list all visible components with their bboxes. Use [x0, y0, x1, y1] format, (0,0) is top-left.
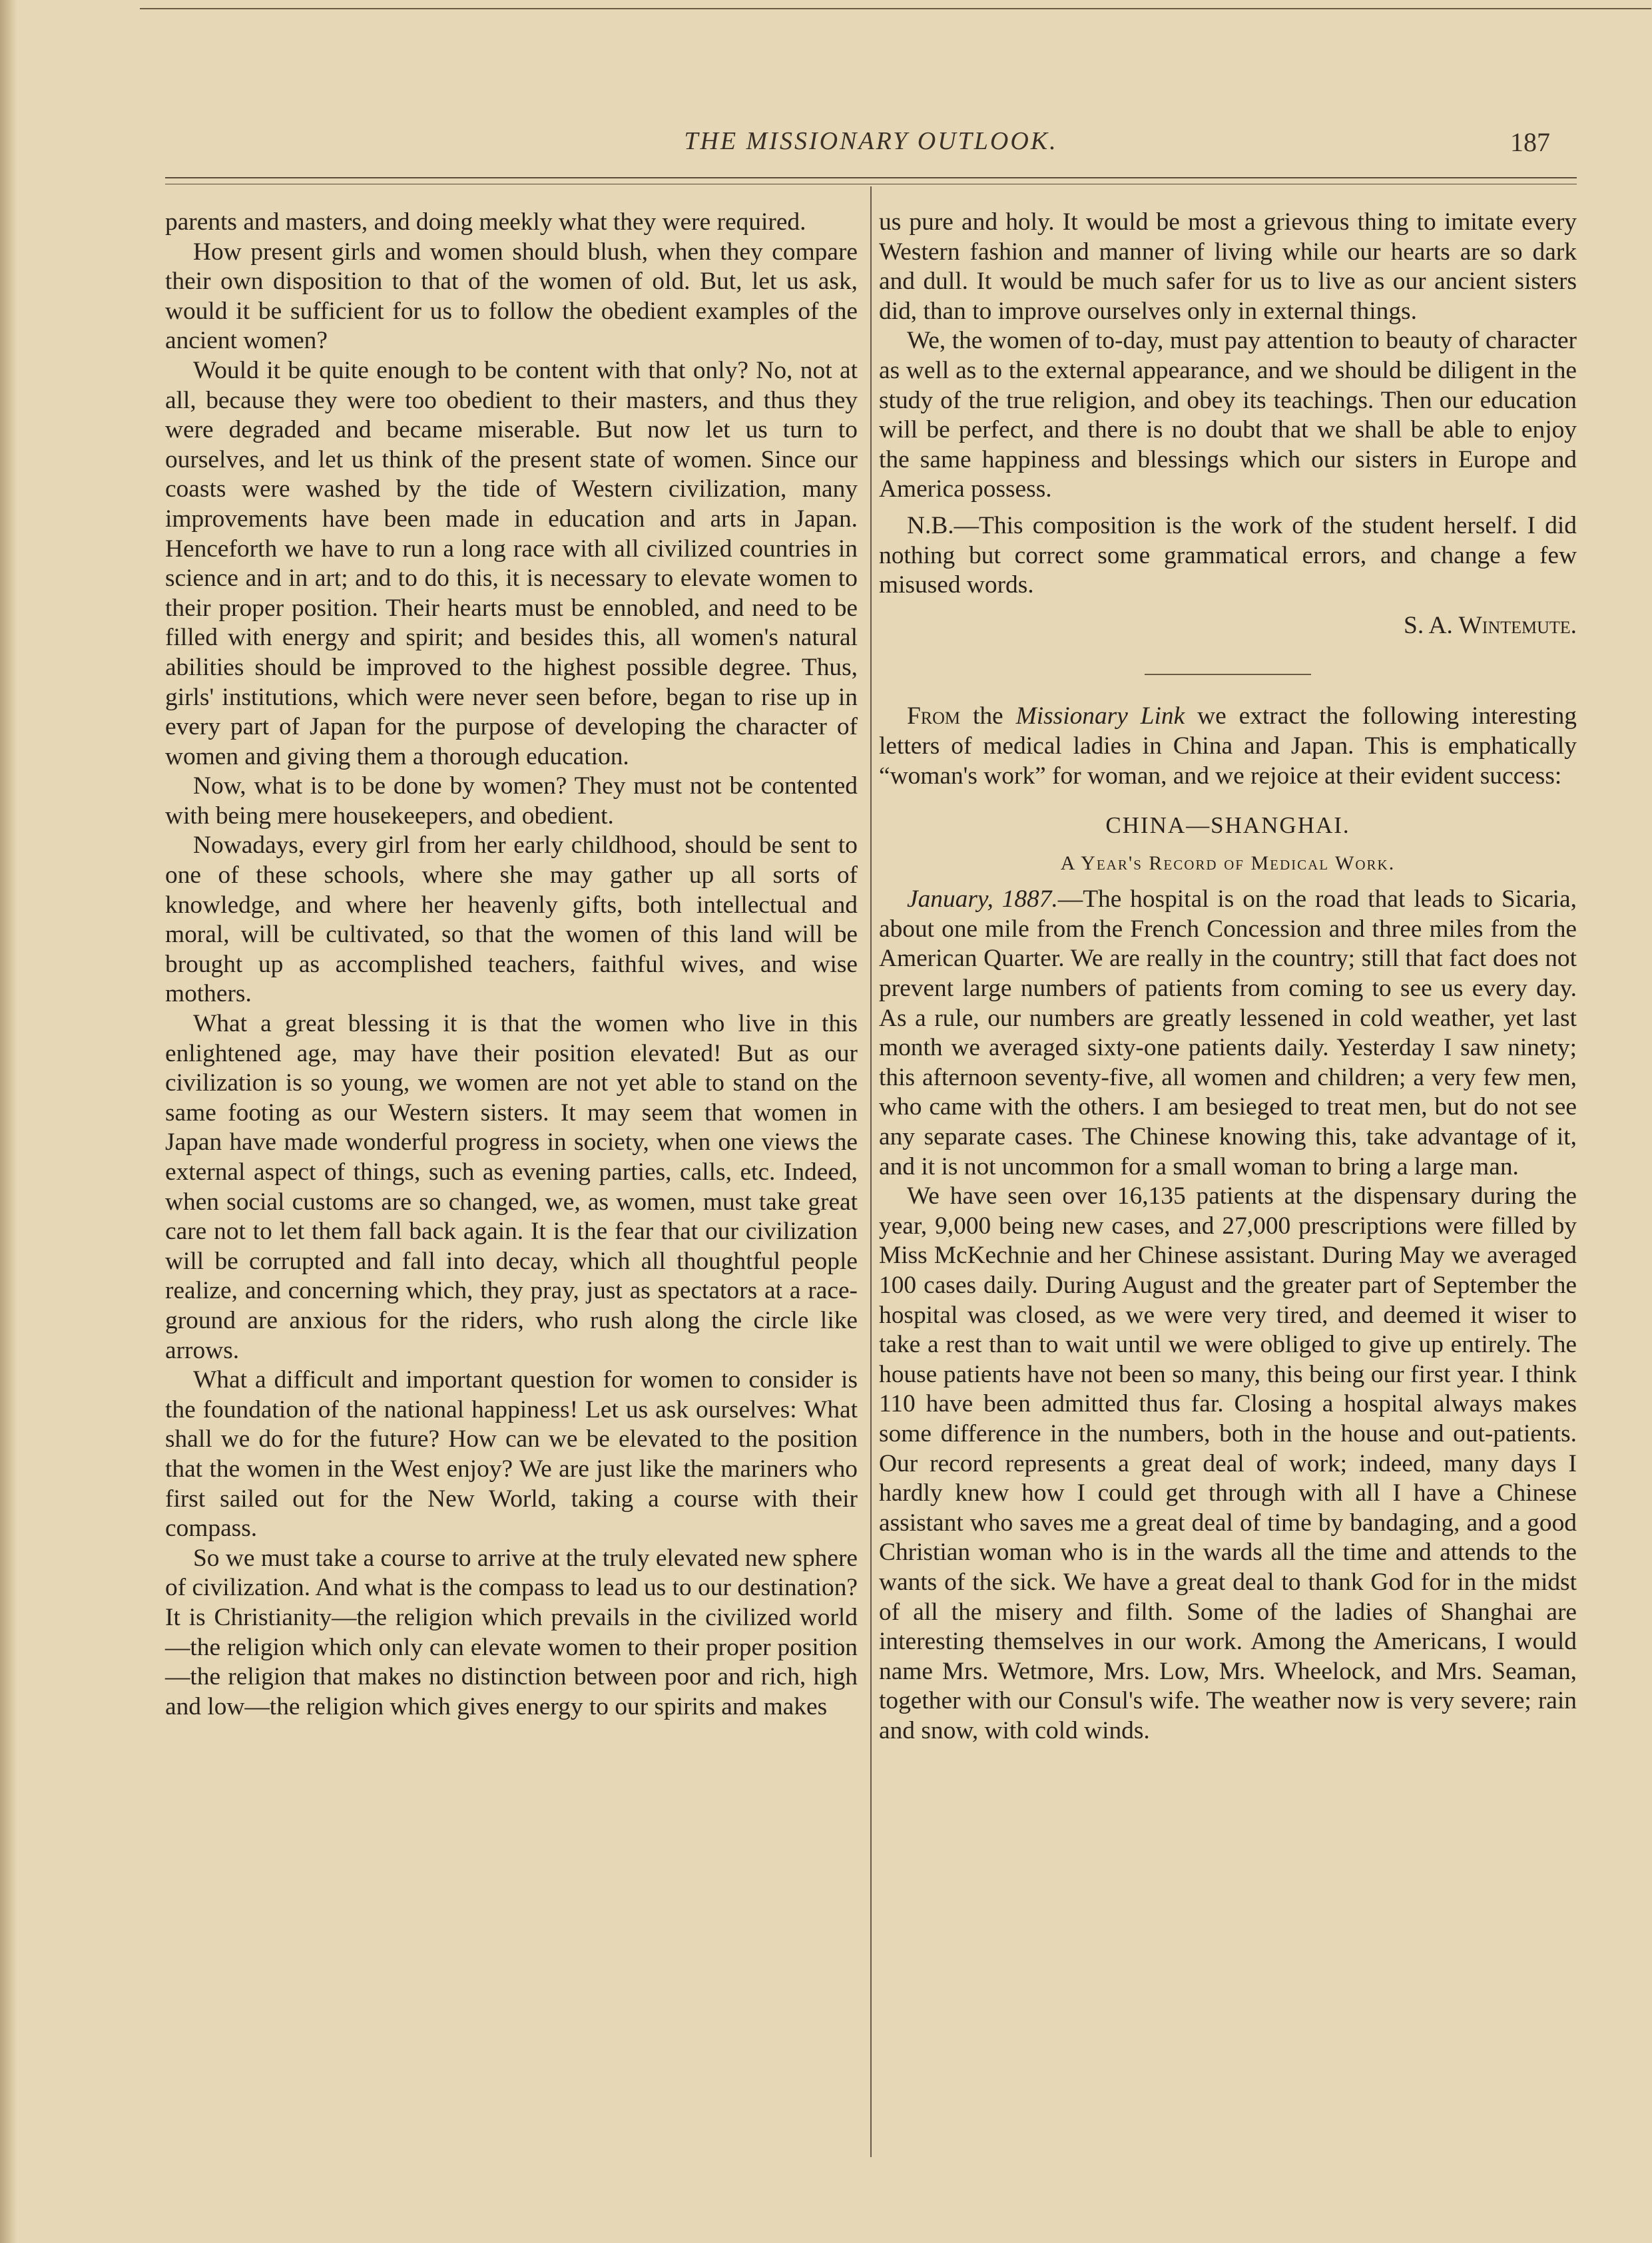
page-number: 187	[1510, 127, 1550, 157]
top-page-edge-rule	[140, 8, 1651, 9]
page-header	[165, 126, 1577, 173]
signature: S. A. Wintemute.	[1404, 611, 1577, 639]
publication-title: Missionary Link	[1015, 702, 1185, 730]
paragraph: We, the women of to-day, must pay attention to beauty of character as well as to the external appearance, and we should be diligent in the study of the true religion, and obey its teachings. Then our education will be perfect, and there is no doubt that we shall be able to enjoy the same happiness and blessings which our sisters in Europe and America possess.	[879, 327, 1577, 503]
date-lead: January, 1887.	[907, 885, 1058, 913]
paragraph: parents and masters, and doing meekly what they were required.	[165, 208, 806, 236]
paragraph: What a great blessing it is that the women who live in this enlightened age, may have their position elevated! But as our civilization is so young, we women are not yet able to stand on the same footing as our Western sisters. It may seem that women in Japan have made wonderful progress in society, when one views the external aspect of things, such as evening parties, calls, etc. Indeed, when social customs are so changed, we, as women, must take great care not to let them fall back again. It is the fear that our civilization will be corrupted and fall into decay, which all thoughtful people realize, and concerning which, they pray, just as spectators at a race-ground are anxious for the riders, who rush along the circle like arrows.	[165, 1010, 858, 1364]
header-rule-upper	[165, 177, 1577, 178]
intro-the: the	[972, 702, 1003, 730]
section-separator	[1145, 674, 1311, 675]
intro-from: From	[907, 702, 961, 730]
paragraph: Would it be quite enough to be content with that only? No, not at all, because they were too obedient to their masters, and thus they were degraded and became miserable. But now let us turn to ourselves, and let us think of the present state of women. Since our coasts were washed by the tide of Western civilization, many improvements have been made in education and arts in Japan. Henceforth we have to run a long race with all civilized countries in science and in art; and to do this, it is necessary to elevate women to their proper position. Their hearts must be ennobled, and need to be filled with energy and spirit; and besides this, all women's natural abilities should be improved to the highest possible degree. Thus, girls' institutions, which were never seen before, began to rise up in every part of Japan for the purpose of developing the character of women and giving them a thorough education.	[165, 356, 858, 770]
intro-text: we extract the following interesting letters of medical ladies in China and Japan. This is emphatically “woman's work” for woman, and we rejoice at their evident success:	[879, 702, 1577, 790]
paragraph	[879, 885, 1577, 1182]
paragraph: What a difficult and important question for women to consider is the foundation of the national happiness! Let us ask ourselves: What shall we do for the future? How can we be elevated to the position that the women in the West enjoy? We are just like the mariners who first sailed out for the New World, taking a course with their compass.	[165, 1366, 858, 1543]
left-column	[165, 208, 858, 1722]
page-binding-edge	[0, 0, 17, 2243]
paragraph: So we must take a course to arrive at the truly elevated new sphere of civilization. And what is the compass to lead us to our destination? It is Christianity—the religion which prevails in the civilized world—the religion which only can elevate women to their proper position—the religion that makes no distinction between poor and rich, high and low—the religion which gives energy to our spirits and makes	[165, 1544, 858, 1720]
paragraph: us pure and holy. It would be most a grievous thing to imitate every Western fashion and manner of living while our hearts are so dark and dull. It would be much safer for us to live as our ancient sisters did, than to improve ourselves only in external things.	[879, 208, 1577, 325]
running-title: THE MISSIONARY OUTLOOK.	[684, 127, 1058, 155]
intro-paragraph	[879, 702, 1577, 791]
paragraph: We have seen over 16,135 patients at the dispensary during the year, 9,000 being new cases, and 27,000 prescriptions were filled by Miss McKechnie and her Chinese assistant. During May we averaged 100 cases daily. During August and the greater part of September the hospital was closed, as we were very tired, and deemed it wiser to take a rest than to wait until we were obliged to give up entirely. The house patients have not been so many, this being our first year. I think 110 have been admitted thus far. Closing a hospital always makes some difference in the numbers, both in the house and out-patients. Our record represents a great deal of work; indeed, many days I hardly knew how I could get through with all I have a Chinese assistant who saves me a great deal of time by bandaging, and a good Christian woman who is in the wards all the time and attends to the wants of the sick. We have a great deal to thank God for in the midst of all the misery and filth. Some of the ladies of Shanghai are interesting themselves in our work. Among the Americans, I would name Mrs. Wetmore, Mrs. Low, Mrs. Wheelock, and Mrs. Seaman, together with our Consul's wife. The weather now is very severe; rain and snow, with cold winds.	[879, 1182, 1577, 1744]
section-subtitle: A Year's Record of Medical Work.	[1060, 852, 1396, 874]
editor-note: N.B.—This composition is the work of the student herself. I did nothing but correct some grammatical errors, and change a few misused words.	[879, 511, 1577, 599]
paragraph-body: —The hospital is on the road that leads to Sicaria, about one mile from the French Concession and three miles from the American Quarter. We are really in the country; still that fact does not prevent large numbers of patients from coming to see us every day. As a rule, our numbers are greatly lessened in cold weather, yet last month we averaged sixty-one patients daily. Yesterday I saw ninety; this afternoon seventy-five, all women and children; a very few men, who came with the others. I am besieged to treat men, but do not see any separate cases. The Chinese knowing this, take advantage of it, and it is not uncommon for a small woman to bring a large man.	[879, 885, 1577, 1180]
right-column	[879, 208, 1577, 1746]
paragraph: Nowadays, every girl from her early childhood, should be sent to one of these schools, where she may gather up all sorts of knowledge, and where her heavenly gifts, both intellectual and moral, will be cultivated, so that the women of this land will be brought up as accomplished teachers, faithful wives, and wise mothers.	[165, 832, 858, 1008]
section-title: CHINA—SHANGHAI.	[1105, 812, 1350, 839]
paragraph: How present girls and women should blush, when they compare their own disposition to that of the women of old. But, let us ask, would it be sufficient for us to follow the obedient examples of the ancient women?	[165, 238, 858, 355]
column-divider	[870, 186, 872, 2157]
paragraph: Now, what is to be done by women? They must not be contented with being mere housekeepers, and obedient.	[165, 772, 858, 830]
